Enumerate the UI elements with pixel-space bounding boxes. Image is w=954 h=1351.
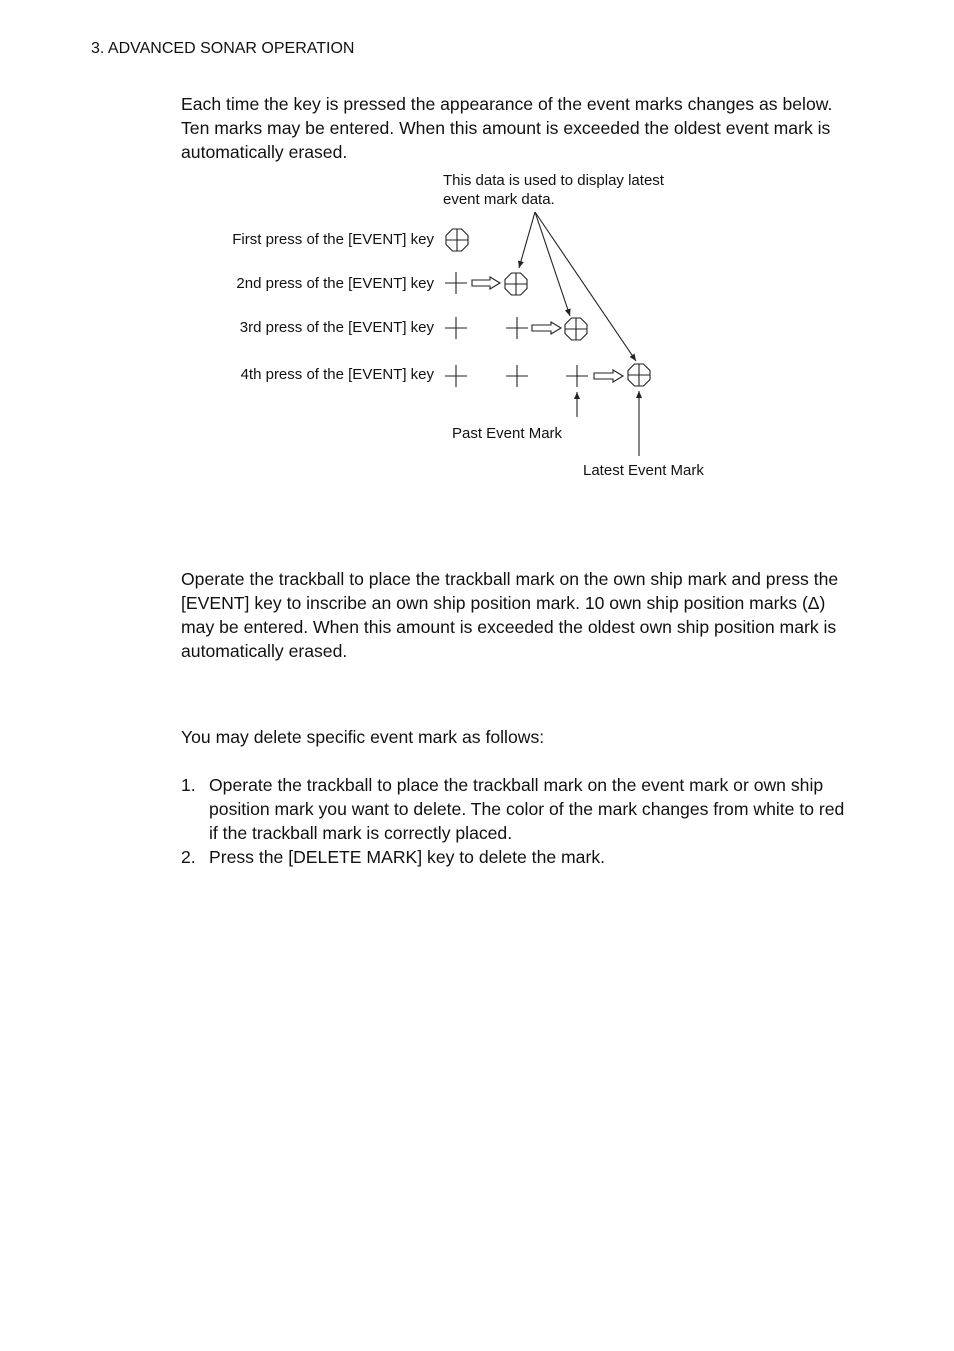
past-event-mark-icon [566,365,588,387]
running-header: 3. ADVANCED SONAR OPERATION [91,40,355,57]
past-event-mark-icon [445,365,467,387]
step-number: 1. [181,775,196,795]
list-item [181,845,846,869]
latest-event-mark-icon [565,318,587,340]
latest-event-mark-label: Latest Event Mark [583,462,704,479]
hollow-arrow-icon [532,322,561,334]
intro-paragraph: Each time the key is pressed the appearance of the event marks changes as below. Ten marks may be entered. When this amount is exceeded the oldest event mark is automatically erased. [181,94,833,162]
step-text: Operate the trackball to place the trackball mark on the event mark or own ship position mark you want to delete. The color of the mark changes from white to red if the trackball mark is correctly placed. [209,775,845,843]
diagram-note-line1: This data is used to display latest [443,172,664,189]
latest-event-mark-icon [628,364,650,386]
diagram-note-line2: event mark data. [443,191,555,208]
past-event-mark-icon [506,365,528,387]
row-label-fourth: 4th press of the [EVENT] key [240,366,434,383]
latest-event-mark-icon [446,229,468,251]
row-label-third: 3rd press of the [EVENT] key [239,319,434,336]
delete-steps-list [181,773,846,869]
step-number: 2. [181,847,196,867]
step-text: Press the [DELETE MARK] key to delete the mark. [209,847,606,867]
row-label-second: 2nd press of the [EVENT] key [236,275,434,292]
past-event-mark-icon [445,272,467,294]
past-event-mark-label: Past Event Mark [452,425,563,442]
past-event-mark-icon [506,317,528,339]
delete-intro-paragraph: You may delete specific event mark as follows: [181,727,545,747]
note-pointer-lines [519,212,636,361]
row-label-first: First press of the [EVENT] key [232,231,434,248]
hollow-arrow-icon [594,370,623,382]
hollow-arrow-icon [472,277,500,289]
past-event-mark-icon [445,317,467,339]
latest-event-mark-icon [505,273,527,295]
list-item [181,773,846,845]
own-ship-paragraph: Operate the trackball to place the trackball mark on the own ship mark and press the [EVENT] key to inscribe an own ship position mark. 10 own ship position marks (Δ) may be entered. When this amount is exceeded the oldest own ship position mark is automatically erased. [181,569,839,661]
